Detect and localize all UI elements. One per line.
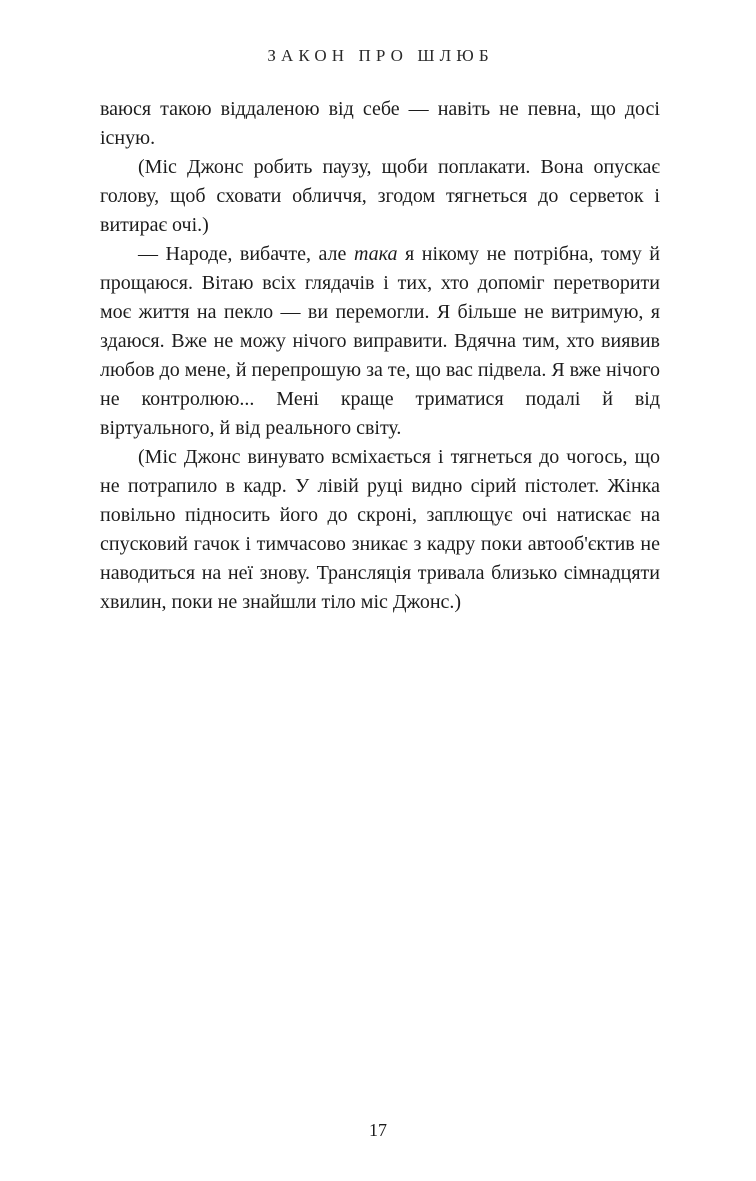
paragraph: (Міс Джонс робить паузу, щоби поплакати. Вона опускає голову, щоб сховати обличчя, згодом тягнеться до серветок і витирає очі.)	[100, 156, 660, 236]
italic-word: така	[353, 243, 398, 265]
paragraph-text: — Народе, вибачте, але	[138, 243, 354, 265]
chapter-title: ЗАКОН ПРО ШЛЮБ	[267, 46, 494, 65]
paragraph-text: я нікому не потрібна, тому й прощаюся. Вітаю всіх глядачів і тих, хто допоміг перетворити моє життя на пекло — ви перемогли. Я більше не витримую, я здаюся. Вже не можу нічого виправити. Вдячна тим, хто виявив любов до мене, й перепрошую за те, що вас підвела. Я вже нічого не контролюю... Мені краще триматися подалі й від віртуального, й від реального світу.	[100, 243, 660, 439]
paragraph: ваюся такою віддаленою від себе — навіть не певна, що досі існую.	[100, 98, 660, 149]
paragraph: (Міс Джонс винувато всміхається і тягнеться до чогось, що не потрапило в кадр. У лівій руці видно сірий пістолет. Жінка повільно підносить його до скроні, заплющує очі натискає на спусковий гачок і тимчасово зникає з кадру поки автооб'єктив не наводиться на неї знову. Трансляція тривала близько сімнадцяти хвилин, поки не знайшли тіло міс Джонс.)	[100, 446, 660, 613]
page-number: 17	[369, 1120, 387, 1140]
body-text	[100, 95, 660, 617]
paragraph	[100, 240, 660, 443]
